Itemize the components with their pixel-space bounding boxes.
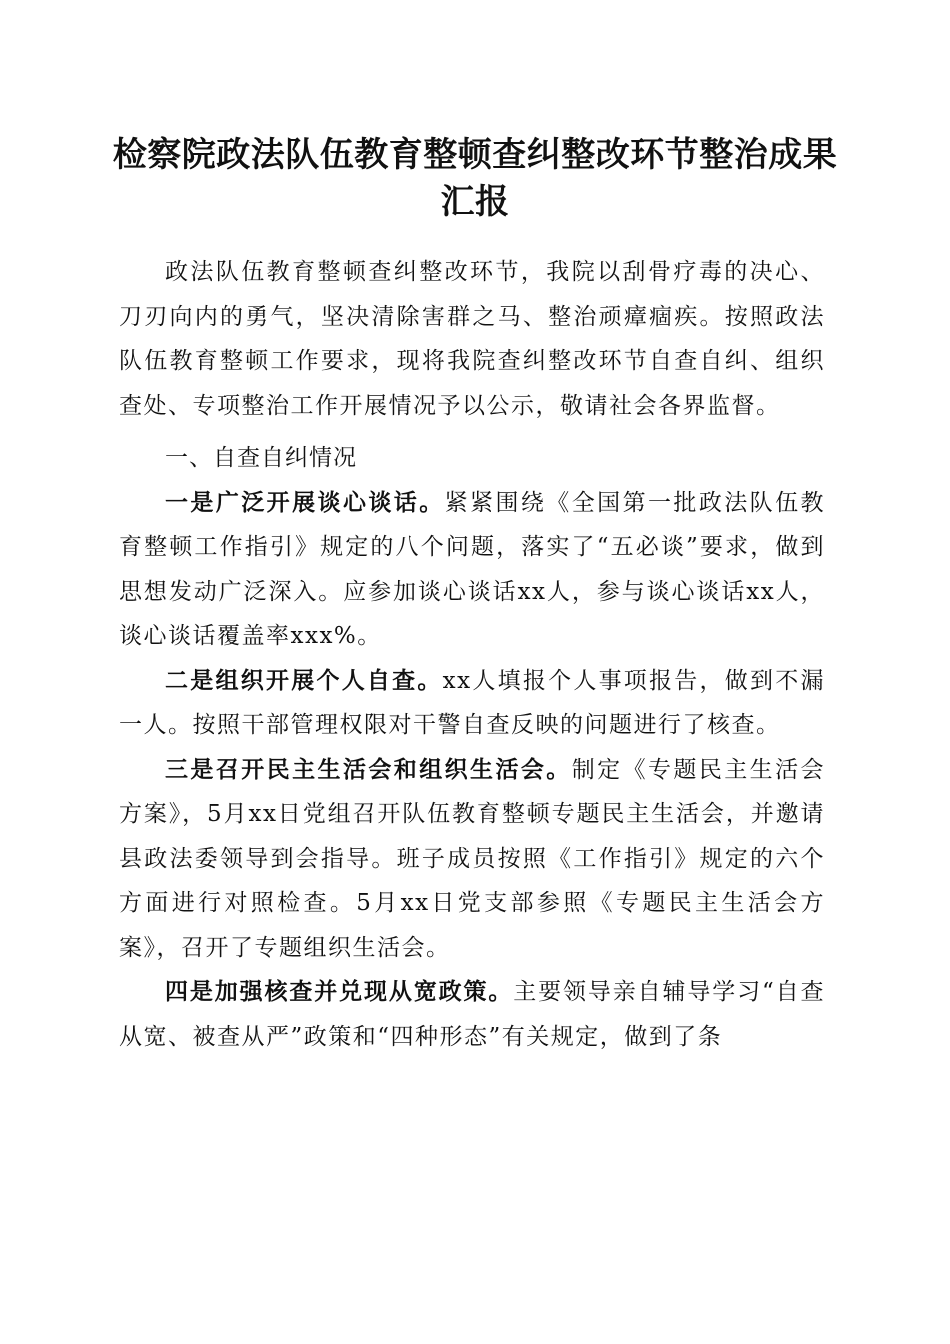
item-lead: 三是召开民主生活会和组织生活会。 <box>165 755 572 783</box>
item-text: 紧紧围绕《全国第一批政法队伍教育整顿工作指引》规定的八个问题，落实了“五必谈”要求，做到思想发动广泛深入。应参加谈心谈话xx人，参与谈心谈话xx人，谈心谈话覆盖率xxx%。 <box>119 489 826 649</box>
document-title: 检察院政法队伍教育整顿查纠整改环节整治成果汇报 <box>112 135 838 222</box>
item-text: xx人填报个人事项报告，做到不漏一人。按照干部管理权限对干警自查反映的问题进行了核查。 <box>119 667 826 738</box>
item-paragraph-1 <box>119 481 825 659</box>
section-heading-self-inspection: 一、自查自纠情况 <box>165 445 357 471</box>
item-paragraph-4 <box>119 970 825 1059</box>
item-paragraph-2 <box>119 659 825 748</box>
item-lead: 四是加强核查并兑现从宽政策。 <box>165 978 514 1005</box>
intro-paragraph: 政法队伍教育整顿查纠整改环节，我院以刮骨疗毒的决心、刀刃向内的勇气，坚决清除害群之马、整治顽瘴痼疾。按照政法队伍教育整顿工作要求，现将我院查纠整改环节自查自纠、组织查处、专项整治工作开展情况予以公示，敬请社会各界监督。 <box>119 259 825 419</box>
item-text: 制定《专题民主生活会方案》，5月xx日党组召开队伍教育整顿专题民主生活会，并邀请县政法委领导到会指导。班子成员按照《工作指引》规定的六个方面进行对照检查。5月xx日党支部参照《专题民主生活会方案》，召开了专题组织生活会。 <box>119 756 826 961</box>
item-lead: 一是广泛开展谈心谈话。 <box>165 488 445 516</box>
item-text: 主要领导亲自辅导学习“自查从宽、被查从严”政策和“四种形态”有关规定，做到了条 <box>119 979 826 1050</box>
item-paragraph-3 <box>119 748 825 971</box>
item-lead: 二是组织开展个人自查。 <box>165 666 443 694</box>
document-body <box>119 250 825 1059</box>
